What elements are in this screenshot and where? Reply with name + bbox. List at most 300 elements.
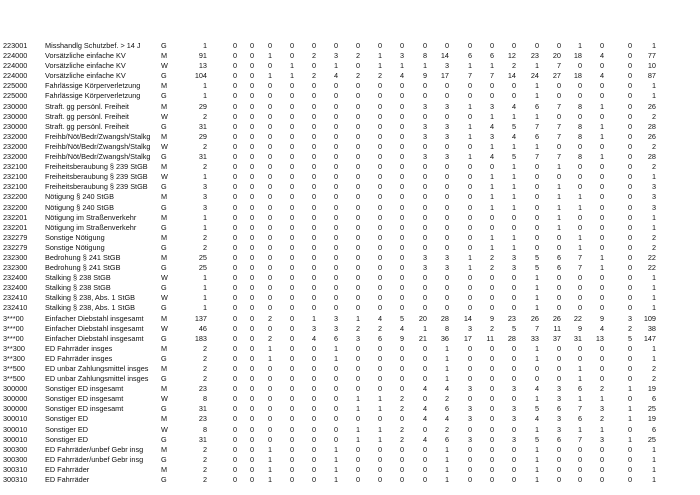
row-value: 0 — [267, 131, 272, 141]
row-value: 0 — [599, 353, 604, 363]
row-value: 11 — [486, 333, 494, 343]
row-value: 1 — [599, 424, 604, 434]
row-value: 2 — [651, 374, 656, 384]
row-value: 0 — [289, 162, 294, 172]
row-code: 300310 — [3, 475, 28, 485]
table-row — [0, 314, 700, 324]
row-value: 28 — [647, 152, 656, 162]
row-description: Stalking § 238, Abs. 1 StGB — [45, 293, 136, 303]
row-description: Stalking § 238 StGB — [45, 273, 111, 283]
row-value: 0 — [556, 444, 561, 454]
row-value: 1 — [627, 414, 632, 424]
row-value: 1 — [267, 475, 272, 485]
table-row — [0, 354, 700, 364]
row-value: 0 — [467, 374, 472, 384]
row-value: 1 — [489, 141, 494, 151]
row-value: 0 — [355, 384, 360, 394]
row-value: 0 — [249, 364, 254, 373]
row-value: 0 — [289, 353, 294, 363]
row-value: 0 — [577, 343, 582, 353]
row-value: 0 — [311, 283, 316, 293]
row-value: 0 — [627, 303, 632, 313]
table-row — [0, 223, 700, 233]
row-value: 27 — [552, 71, 561, 81]
row-value: 0 — [311, 152, 316, 162]
row-value: 0 — [355, 91, 360, 101]
row-value: 0 — [289, 323, 294, 333]
row-value: 0 — [289, 101, 294, 111]
row-value: 4 — [511, 131, 516, 141]
row-value: 0 — [511, 41, 516, 50]
row-value: 23 — [507, 313, 516, 323]
row-value: 28 — [440, 313, 449, 323]
row-value: 0 — [267, 182, 272, 192]
row-value: 0 — [556, 303, 561, 313]
row-value: 0 — [232, 424, 237, 434]
table-row — [0, 283, 700, 293]
row-value: 4 — [534, 414, 539, 424]
row-value: 1 — [599, 131, 604, 141]
row-value: 7 — [556, 131, 561, 141]
row-value: 0 — [377, 232, 382, 242]
row-value: 1 — [651, 81, 656, 91]
row-value: 0 — [267, 293, 272, 303]
row-value: 1 — [577, 424, 582, 434]
row-value: 0 — [422, 212, 427, 222]
row-value: 8 — [444, 323, 449, 333]
row-value: 1 — [651, 464, 656, 474]
row-value: 3 — [627, 313, 632, 323]
row-value: 0 — [249, 152, 254, 162]
row-value: 0 — [232, 41, 237, 50]
row-value: 0 — [232, 162, 237, 172]
row-value: 0 — [333, 242, 338, 252]
row-value: 0 — [232, 333, 237, 343]
row-value: 0 — [311, 424, 316, 434]
row-value: 0 — [289, 41, 294, 50]
row-value: 1 — [467, 263, 472, 273]
row-value: 1 — [556, 222, 561, 232]
row-description: Freiheitsberaubung § 239 StGB — [45, 172, 148, 182]
row-value: 0 — [355, 131, 360, 141]
table-row — [0, 475, 700, 485]
row-value: 0 — [232, 141, 237, 151]
row-value: 0 — [422, 141, 427, 151]
row-value: 0 — [556, 41, 561, 50]
row-code: 232400 — [3, 283, 28, 293]
row-value: 0 — [422, 41, 427, 50]
row-value: 17 — [463, 333, 472, 343]
row-value: 8 — [577, 101, 582, 111]
row-value: 3 — [422, 263, 427, 273]
row-value: 1 — [444, 454, 449, 464]
row-value: 0 — [489, 222, 494, 232]
row-value: 0 — [232, 202, 237, 212]
row-code: 232200 — [3, 202, 28, 212]
row-value: 0 — [556, 81, 561, 91]
row-value: 0 — [599, 202, 604, 212]
row-code: 3***00 — [3, 313, 24, 323]
row-value: 0 — [467, 141, 472, 151]
row-value: 1 — [289, 71, 294, 81]
row-value: 1 — [511, 182, 516, 192]
row-value: 2 — [311, 71, 316, 81]
row-value: 1 — [377, 424, 382, 434]
row-description: Freihb/Nöt/Bedr/Zwangsh/Stalkg — [45, 131, 151, 141]
row-value: 0 — [399, 172, 404, 182]
row-value: 0 — [444, 172, 449, 182]
row-value: 2 — [627, 323, 632, 333]
row-value: 0 — [377, 364, 382, 373]
row-value: 0 — [333, 263, 338, 273]
row-value: 0 — [232, 252, 237, 262]
row-value: 3 — [651, 192, 656, 202]
row-value: 1 — [534, 424, 539, 434]
row-value: 3 — [511, 263, 516, 273]
row-value: 0 — [489, 414, 494, 424]
row-value: 87 — [647, 71, 656, 81]
row-value: 0 — [333, 384, 338, 394]
row-value: 1 — [333, 61, 338, 71]
row-description: Sonstiger ED insgesamt — [45, 384, 124, 394]
table-row — [0, 303, 700, 313]
row-value: 0 — [444, 212, 449, 222]
table-row — [0, 122, 700, 132]
row-value: 0 — [399, 263, 404, 273]
row-value: 0 — [627, 152, 632, 162]
row-value: 0 — [577, 81, 582, 91]
row-value: 0 — [311, 364, 316, 373]
row-value: 0 — [333, 182, 338, 192]
row-value: 1 — [202, 222, 207, 232]
row-value: 3 — [599, 404, 604, 414]
row-value: 0 — [249, 424, 254, 434]
row-description: Straft. gg persönl. Freiheit — [45, 121, 129, 131]
row-value: 0 — [422, 202, 427, 212]
row-value: 0 — [627, 51, 632, 61]
row-value: 0 — [377, 111, 382, 121]
row-value: 9 — [399, 333, 404, 343]
row-value: 0 — [467, 364, 472, 373]
row-code: 225000 — [3, 81, 28, 91]
row-sex: G — [161, 454, 167, 464]
row-value: 0 — [399, 283, 404, 293]
row-value: 0 — [627, 273, 632, 283]
row-value: 2 — [489, 252, 494, 262]
row-value: 23 — [198, 414, 207, 424]
row-value: 0 — [556, 464, 561, 474]
row-value: 1 — [577, 242, 582, 252]
row-code: 232300 — [3, 263, 28, 273]
row-value: 0 — [311, 111, 316, 121]
row-value: 0 — [399, 91, 404, 101]
row-value: 1 — [333, 343, 338, 353]
row-sex: W — [161, 111, 168, 121]
row-value: 1 — [489, 182, 494, 192]
row-value: 0 — [289, 131, 294, 141]
row-value: 0 — [289, 424, 294, 434]
row-value: 1 — [577, 202, 582, 212]
row-sex: G — [161, 242, 167, 252]
row-value: 0 — [627, 162, 632, 172]
row-value: 0 — [249, 384, 254, 394]
row-code: 232000 — [3, 152, 28, 162]
row-value: 4 — [422, 434, 427, 444]
row-value: 0 — [289, 141, 294, 151]
row-value: 1 — [467, 101, 472, 111]
row-value: 0 — [511, 464, 516, 474]
row-code: 300000 — [3, 394, 28, 404]
row-value: 2 — [202, 242, 207, 252]
row-value: 19 — [647, 384, 656, 394]
row-description: Sonstige Nötigung — [45, 242, 105, 252]
row-value: 0 — [627, 353, 632, 363]
row-value: 0 — [249, 434, 254, 444]
row-code: 224000 — [3, 71, 28, 81]
row-value: 0 — [422, 222, 427, 232]
row-value: 0 — [444, 242, 449, 252]
row-value: 12 — [507, 51, 516, 61]
row-value: 0 — [333, 91, 338, 101]
row-value: 0 — [577, 182, 582, 192]
row-description: Einfacher Diebstahl insgesamt — [45, 333, 144, 343]
row-value: 1 — [534, 283, 539, 293]
row-value: 3 — [467, 323, 472, 333]
row-sex: W — [161, 394, 168, 404]
row-value: 0 — [467, 212, 472, 222]
table-row — [0, 374, 700, 384]
row-sex: G — [161, 283, 167, 293]
row-value: 0 — [489, 475, 494, 485]
row-sex: M — [161, 212, 168, 222]
row-value: 0 — [289, 464, 294, 474]
row-value: 0 — [311, 394, 316, 404]
row-value: 33 — [530, 333, 539, 343]
row-value: 1 — [467, 252, 472, 262]
row-value: 22 — [573, 313, 582, 323]
row-code: 3**300 — [3, 353, 25, 363]
row-value: 1 — [651, 303, 656, 313]
row-code: 3**500 — [3, 374, 25, 384]
row-value: 0 — [627, 192, 632, 202]
row-value: 0 — [599, 475, 604, 485]
row-value: 1 — [202, 41, 207, 50]
row-code: 223001 — [3, 41, 28, 50]
row-value: 0 — [599, 81, 604, 91]
row-description: Freihb/Nöt/Bedr/Zwangsh/Stalkg — [45, 152, 151, 162]
row-value: 2 — [651, 141, 656, 151]
row-value: 1 — [311, 313, 316, 323]
row-value: 0 — [232, 313, 237, 323]
row-value: 6 — [556, 434, 561, 444]
row-value: 1 — [489, 192, 494, 202]
row-value: 0 — [444, 162, 449, 172]
row-value: 0 — [249, 464, 254, 474]
row-value: 1 — [599, 121, 604, 131]
row-value: 0 — [355, 374, 360, 384]
row-value: 0 — [249, 263, 254, 273]
row-description: Nötigung § 240 StGB — [45, 202, 114, 212]
row-value: 0 — [399, 162, 404, 172]
row-sex: M — [161, 162, 168, 172]
row-value: 0 — [467, 91, 472, 101]
row-value: 0 — [267, 91, 272, 101]
row-description: Bedrohung § 241 StGB — [45, 263, 121, 273]
row-value: 0 — [489, 374, 494, 384]
row-value: 14 — [463, 313, 472, 323]
table-row — [0, 112, 700, 122]
row-value: 5 — [534, 263, 539, 273]
row-value: 0 — [267, 384, 272, 394]
row-value: 1 — [399, 61, 404, 71]
row-value: 0 — [422, 182, 427, 192]
row-value: 0 — [311, 141, 316, 151]
row-value: 0 — [311, 91, 316, 101]
row-value: 26 — [647, 131, 656, 141]
row-description: Nötigung im Straßenverkehr — [45, 222, 137, 232]
row-value: 0 — [511, 81, 516, 91]
row-value: 0 — [249, 131, 254, 141]
table-row — [0, 182, 700, 192]
row-value: 26 — [530, 313, 539, 323]
row-value: 0 — [467, 283, 472, 293]
row-value: 6 — [556, 252, 561, 262]
row-sex: G — [161, 404, 167, 414]
row-value: 0 — [627, 475, 632, 485]
row-value: 0 — [311, 172, 316, 182]
row-value: 0 — [267, 323, 272, 333]
row-value: 0 — [333, 172, 338, 182]
row-value: 6 — [444, 404, 449, 414]
row-value: 3 — [422, 131, 427, 141]
row-value: 25 — [647, 434, 656, 444]
row-value: 0 — [289, 121, 294, 131]
row-value: 7 — [577, 252, 582, 262]
row-value: 4 — [599, 71, 604, 81]
row-value: 0 — [377, 464, 382, 474]
row-description: Vorsätzliche einfache KV — [45, 61, 126, 71]
row-value: 0 — [355, 162, 360, 172]
row-code: 225000 — [3, 91, 28, 101]
row-value: 1 — [627, 404, 632, 414]
row-value: 5 — [534, 252, 539, 262]
row-value: 1 — [651, 444, 656, 454]
row-value: 0 — [333, 394, 338, 404]
row-value: 4 — [444, 414, 449, 424]
row-value: 0 — [377, 414, 382, 424]
row-code: 230000 — [3, 111, 28, 121]
row-description: Fahrlässige Körperverletzung — [45, 81, 141, 91]
row-value: 2 — [377, 323, 382, 333]
table-row — [0, 364, 700, 374]
table-row — [0, 293, 700, 303]
row-value: 3 — [333, 51, 338, 61]
row-value: 1 — [267, 444, 272, 454]
row-code: 232300 — [3, 252, 28, 262]
row-value: 0 — [249, 172, 254, 182]
row-value: 0 — [444, 202, 449, 212]
row-value: 0 — [627, 182, 632, 192]
row-value: 6 — [556, 404, 561, 414]
row-value: 0 — [422, 374, 427, 384]
row-value: 1 — [267, 353, 272, 363]
row-value: 0 — [422, 162, 427, 172]
row-value: 1 — [651, 475, 656, 485]
row-value: 6 — [333, 333, 338, 343]
row-description: Sonstige Nötigung — [45, 232, 105, 242]
row-value: 0 — [556, 343, 561, 353]
row-value: 0 — [333, 303, 338, 313]
row-description: Einfacher Diebstahl insgesamt — [45, 323, 144, 333]
row-value: 0 — [377, 293, 382, 303]
row-sex: G — [161, 121, 167, 131]
row-value: 0 — [249, 323, 254, 333]
row-value: 0 — [232, 232, 237, 242]
row-code: 300010 — [3, 434, 28, 444]
row-value: 1 — [651, 91, 656, 101]
row-value: 0 — [355, 283, 360, 293]
row-description: ED unbar Zahlungsmittel insges — [45, 374, 149, 384]
row-value: 0 — [232, 343, 237, 353]
row-value: 1 — [444, 374, 449, 384]
row-value: 0 — [467, 343, 472, 353]
row-value: 0 — [627, 444, 632, 454]
row-value: 25 — [198, 252, 207, 262]
row-value: 0 — [599, 182, 604, 192]
row-value: 0 — [355, 182, 360, 192]
row-sex: W — [161, 141, 168, 151]
row-value: 0 — [333, 374, 338, 384]
row-value: 0 — [333, 364, 338, 373]
row-value: 0 — [399, 414, 404, 424]
row-value: 0 — [289, 242, 294, 252]
row-value: 0 — [333, 283, 338, 293]
row-value: 0 — [377, 172, 382, 182]
row-value: 4 — [599, 323, 604, 333]
row-value: 0 — [399, 303, 404, 313]
row-value: 0 — [627, 242, 632, 252]
row-value: 0 — [249, 222, 254, 232]
row-value: 2 — [444, 394, 449, 404]
row-sex: M — [161, 313, 168, 323]
row-value: 0 — [399, 152, 404, 162]
row-value: 0 — [232, 111, 237, 121]
row-value: 0 — [289, 252, 294, 262]
row-value: 8 — [577, 131, 582, 141]
row-value: 0 — [333, 293, 338, 303]
row-value: 1 — [377, 394, 382, 404]
row-value: 1 — [267, 51, 272, 61]
row-value: 25 — [647, 404, 656, 414]
row-value: 0 — [489, 273, 494, 283]
row-value: 20 — [552, 51, 561, 61]
row-value: 3 — [202, 182, 207, 192]
row-value: 0 — [377, 475, 382, 485]
row-value: 0 — [534, 41, 539, 50]
table-row — [0, 152, 700, 162]
row-value: 0 — [249, 283, 254, 293]
row-value: 1 — [651, 454, 656, 464]
row-value: 0 — [232, 121, 237, 131]
table-row — [0, 414, 700, 424]
row-value: 0 — [333, 273, 338, 283]
row-value: 4 — [333, 71, 338, 81]
row-value: 3 — [333, 323, 338, 333]
row-value: 0 — [577, 454, 582, 464]
row-value: 0 — [599, 242, 604, 252]
row-value: 1 — [651, 343, 656, 353]
row-description: ED Fahrräder insges — [45, 353, 113, 363]
